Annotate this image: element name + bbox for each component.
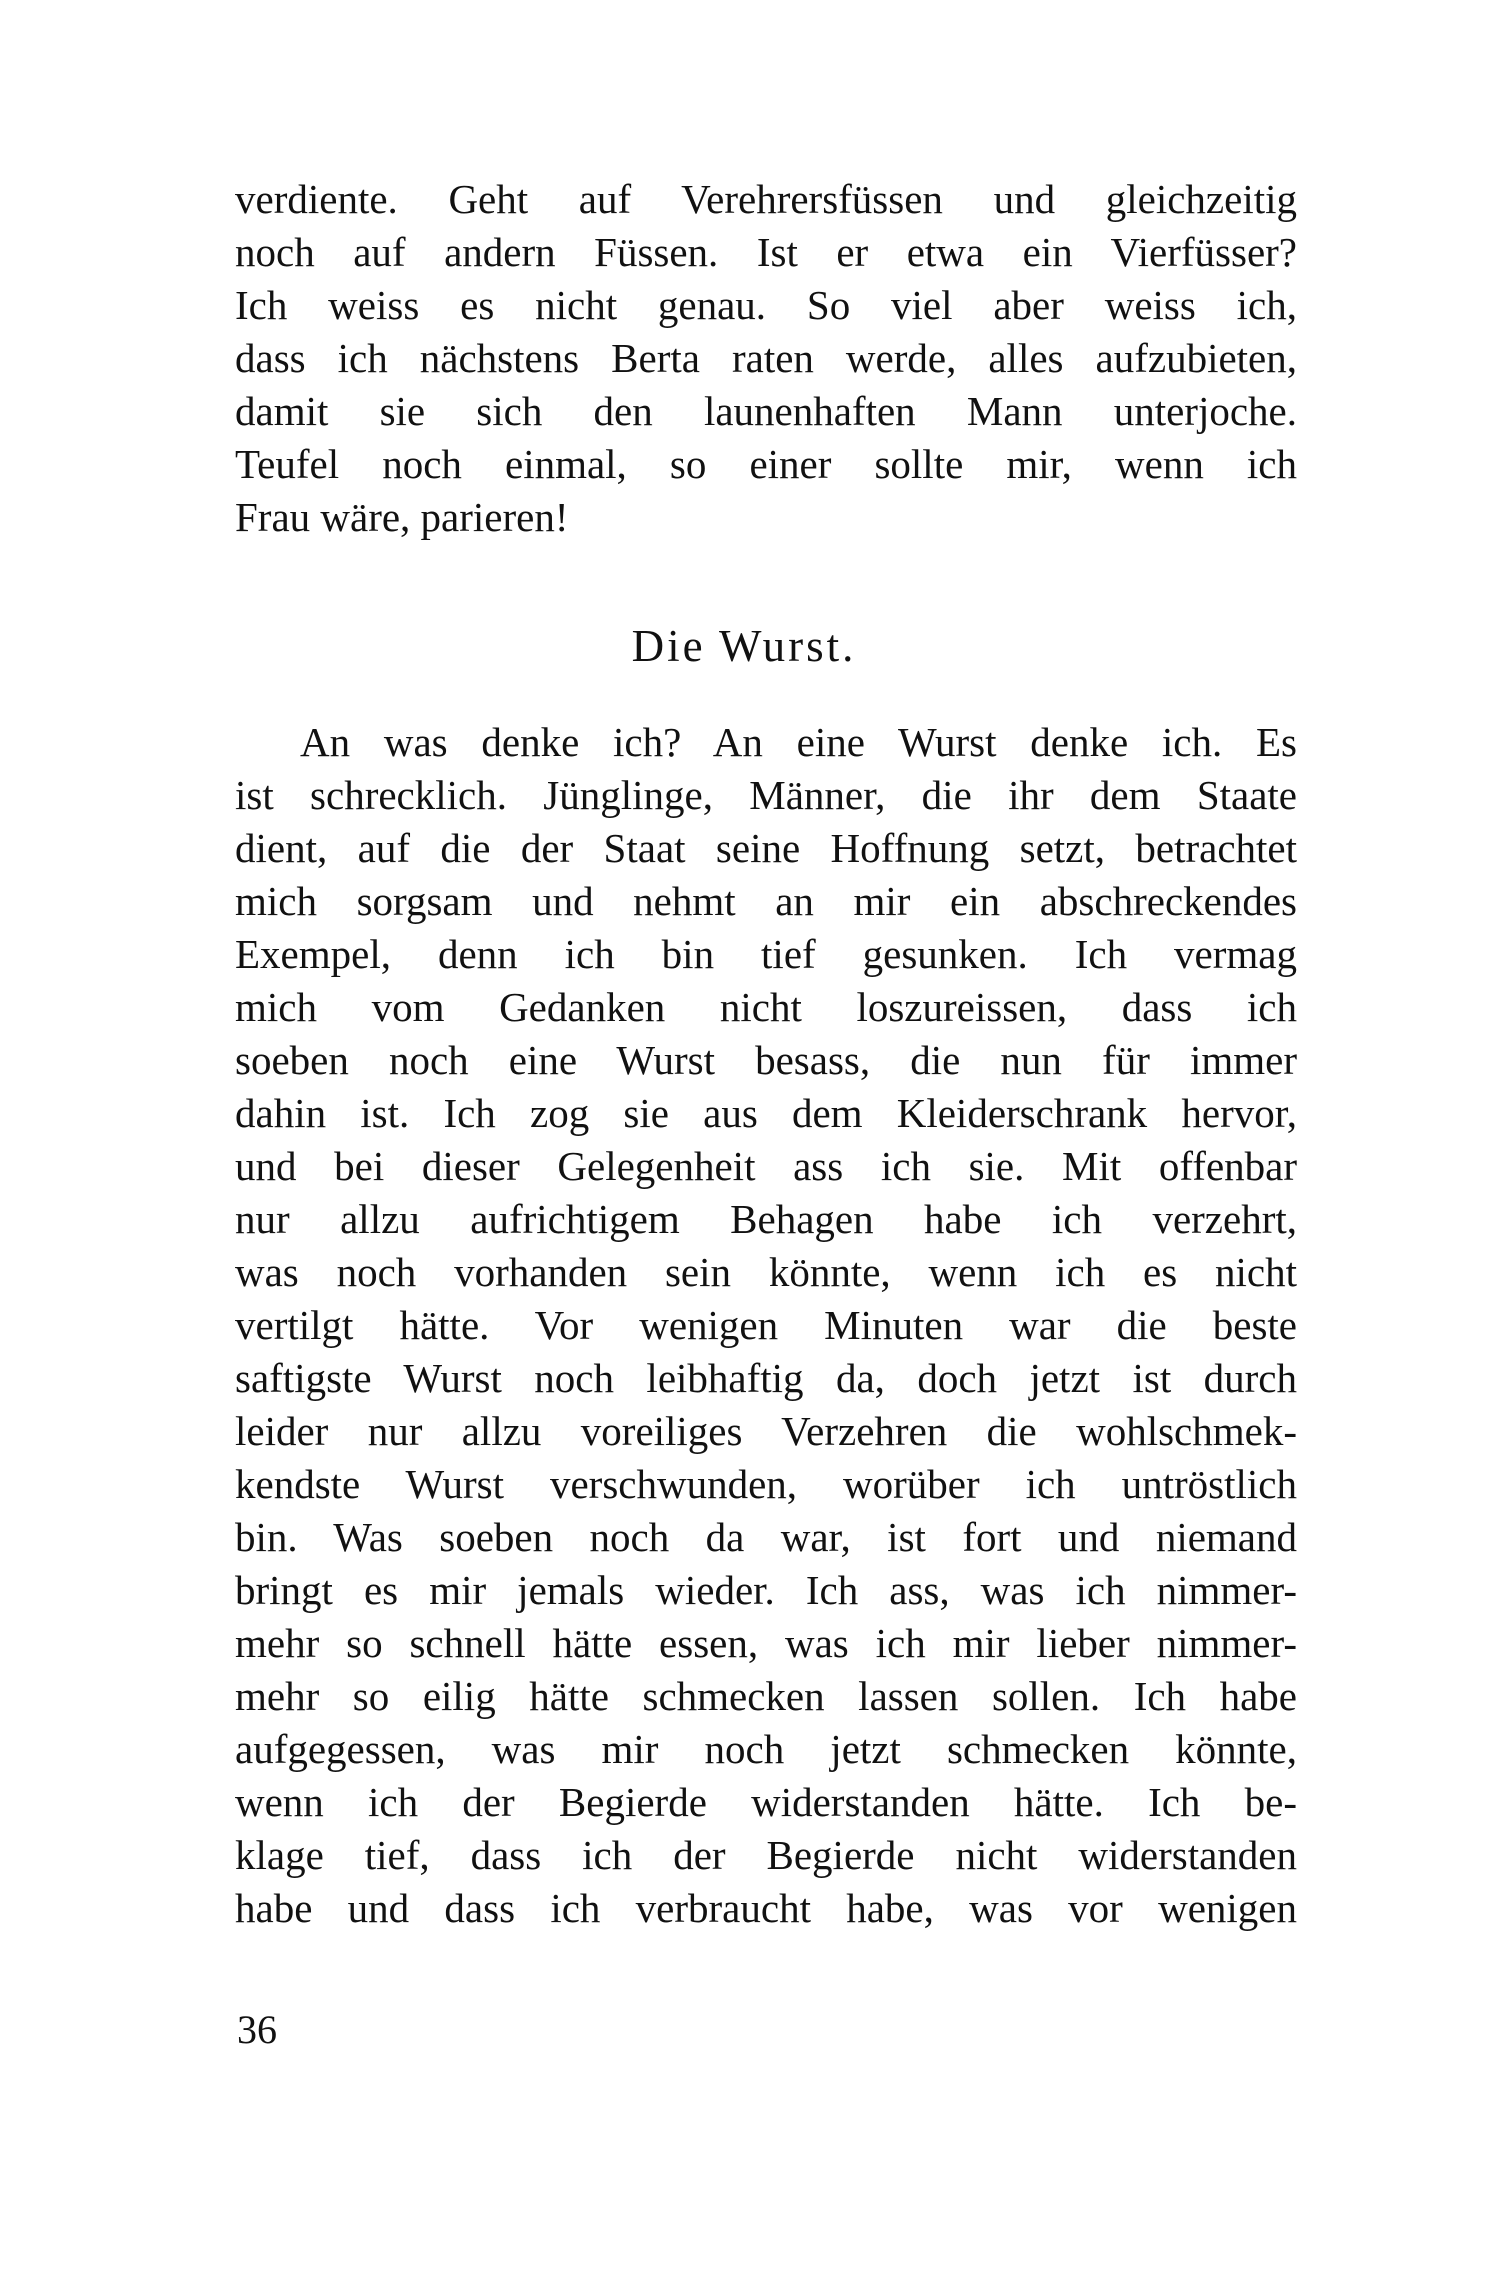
page-number: 36 — [237, 2007, 277, 2052]
text-line: Ich weiss es nicht genau. So viel aber weiss ich, — [235, 282, 1297, 328]
text-line: klage tief, dass ich der Begierde nicht widerstanden — [235, 1832, 1297, 1878]
text-line: wenn ich der Begierde widerstanden hätte. Ich be- — [235, 1779, 1297, 1825]
text-line: dass ich nächstens Berta raten werde, alles aufzubieten, — [235, 335, 1297, 381]
text-line: mehr so eilig hätte schmecken lassen sollen. Ich habe — [235, 1673, 1297, 1719]
text-line: mich vom Gedanken nicht loszureissen, dass ich — [235, 984, 1297, 1030]
text-line: mich sorgsam und nehmt an mir ein abschreckendes — [235, 878, 1297, 924]
section-heading: Die Wurst. — [631, 621, 857, 671]
text-line: nur allzu aufrichtigem Behagen habe ich verzehrt, — [235, 1196, 1297, 1242]
text-line: saftigste Wurst noch leibhaftig da, doch jetzt ist durch — [235, 1355, 1297, 1401]
text-line: An was denke ich? An eine Wurst denke ich. Es — [300, 719, 1297, 765]
text-line: habe und dass ich verbraucht habe, was vor wenigen — [235, 1885, 1297, 1931]
text-line: was noch vorhanden sein könnte, wenn ich es nicht — [235, 1249, 1297, 1295]
text-line: kendste Wurst verschwunden, worüber ich untröstlich — [235, 1461, 1297, 1507]
text-line: mehr so schnell hätte essen, was ich mir lieber nimmer- — [235, 1620, 1297, 1666]
text-line: Teufel noch einmal, so einer sollte mir, wenn ich — [235, 441, 1297, 487]
text-line: leider nur allzu voreiliges Verzehren die wohlschmek- — [235, 1408, 1297, 1454]
text-line: noch auf andern Füssen. Ist er etwa ein Vierfüsser? — [235, 229, 1297, 275]
text-line: ist schrecklich. Jünglinge, Männer, die ihr dem Staate — [235, 772, 1297, 818]
body-paragraph — [235, 716, 1297, 1935]
text-line: bringt es mir jemals wieder. Ich ass, was ich nimmer- — [235, 1567, 1297, 1613]
text-line: Frau wäre, parieren! — [235, 494, 569, 540]
text-line: verdiente. Geht auf Verehrersfüssen und gleichzeitig — [235, 176, 1297, 222]
text-line: und bei dieser Gelegenheit ass ich sie. Mit offenbar — [235, 1143, 1297, 1189]
text-line: Exempel, denn ich bin tief gesunken. Ich vermag — [235, 931, 1297, 977]
text-line: dient, auf die der Staat seine Hoffnung setzt, betrachtet — [235, 825, 1297, 871]
text-line: bin. Was soeben noch da war, ist fort und niemand — [235, 1514, 1297, 1560]
text-line: aufgegessen, was mir noch jetzt schmecken könnte, — [235, 1726, 1297, 1772]
text-line: vertilgt hätte. Vor wenigen Minuten war die beste — [235, 1302, 1297, 1348]
text-line: soeben noch eine Wurst besass, die nun für immer — [235, 1037, 1297, 1083]
continuation-paragraph — [235, 173, 1297, 544]
text-line: dahin ist. Ich zog sie aus dem Kleiderschrank hervor, — [235, 1090, 1297, 1136]
text-line: damit sie sich den launenhaften Mann unterjoche. — [235, 388, 1297, 434]
